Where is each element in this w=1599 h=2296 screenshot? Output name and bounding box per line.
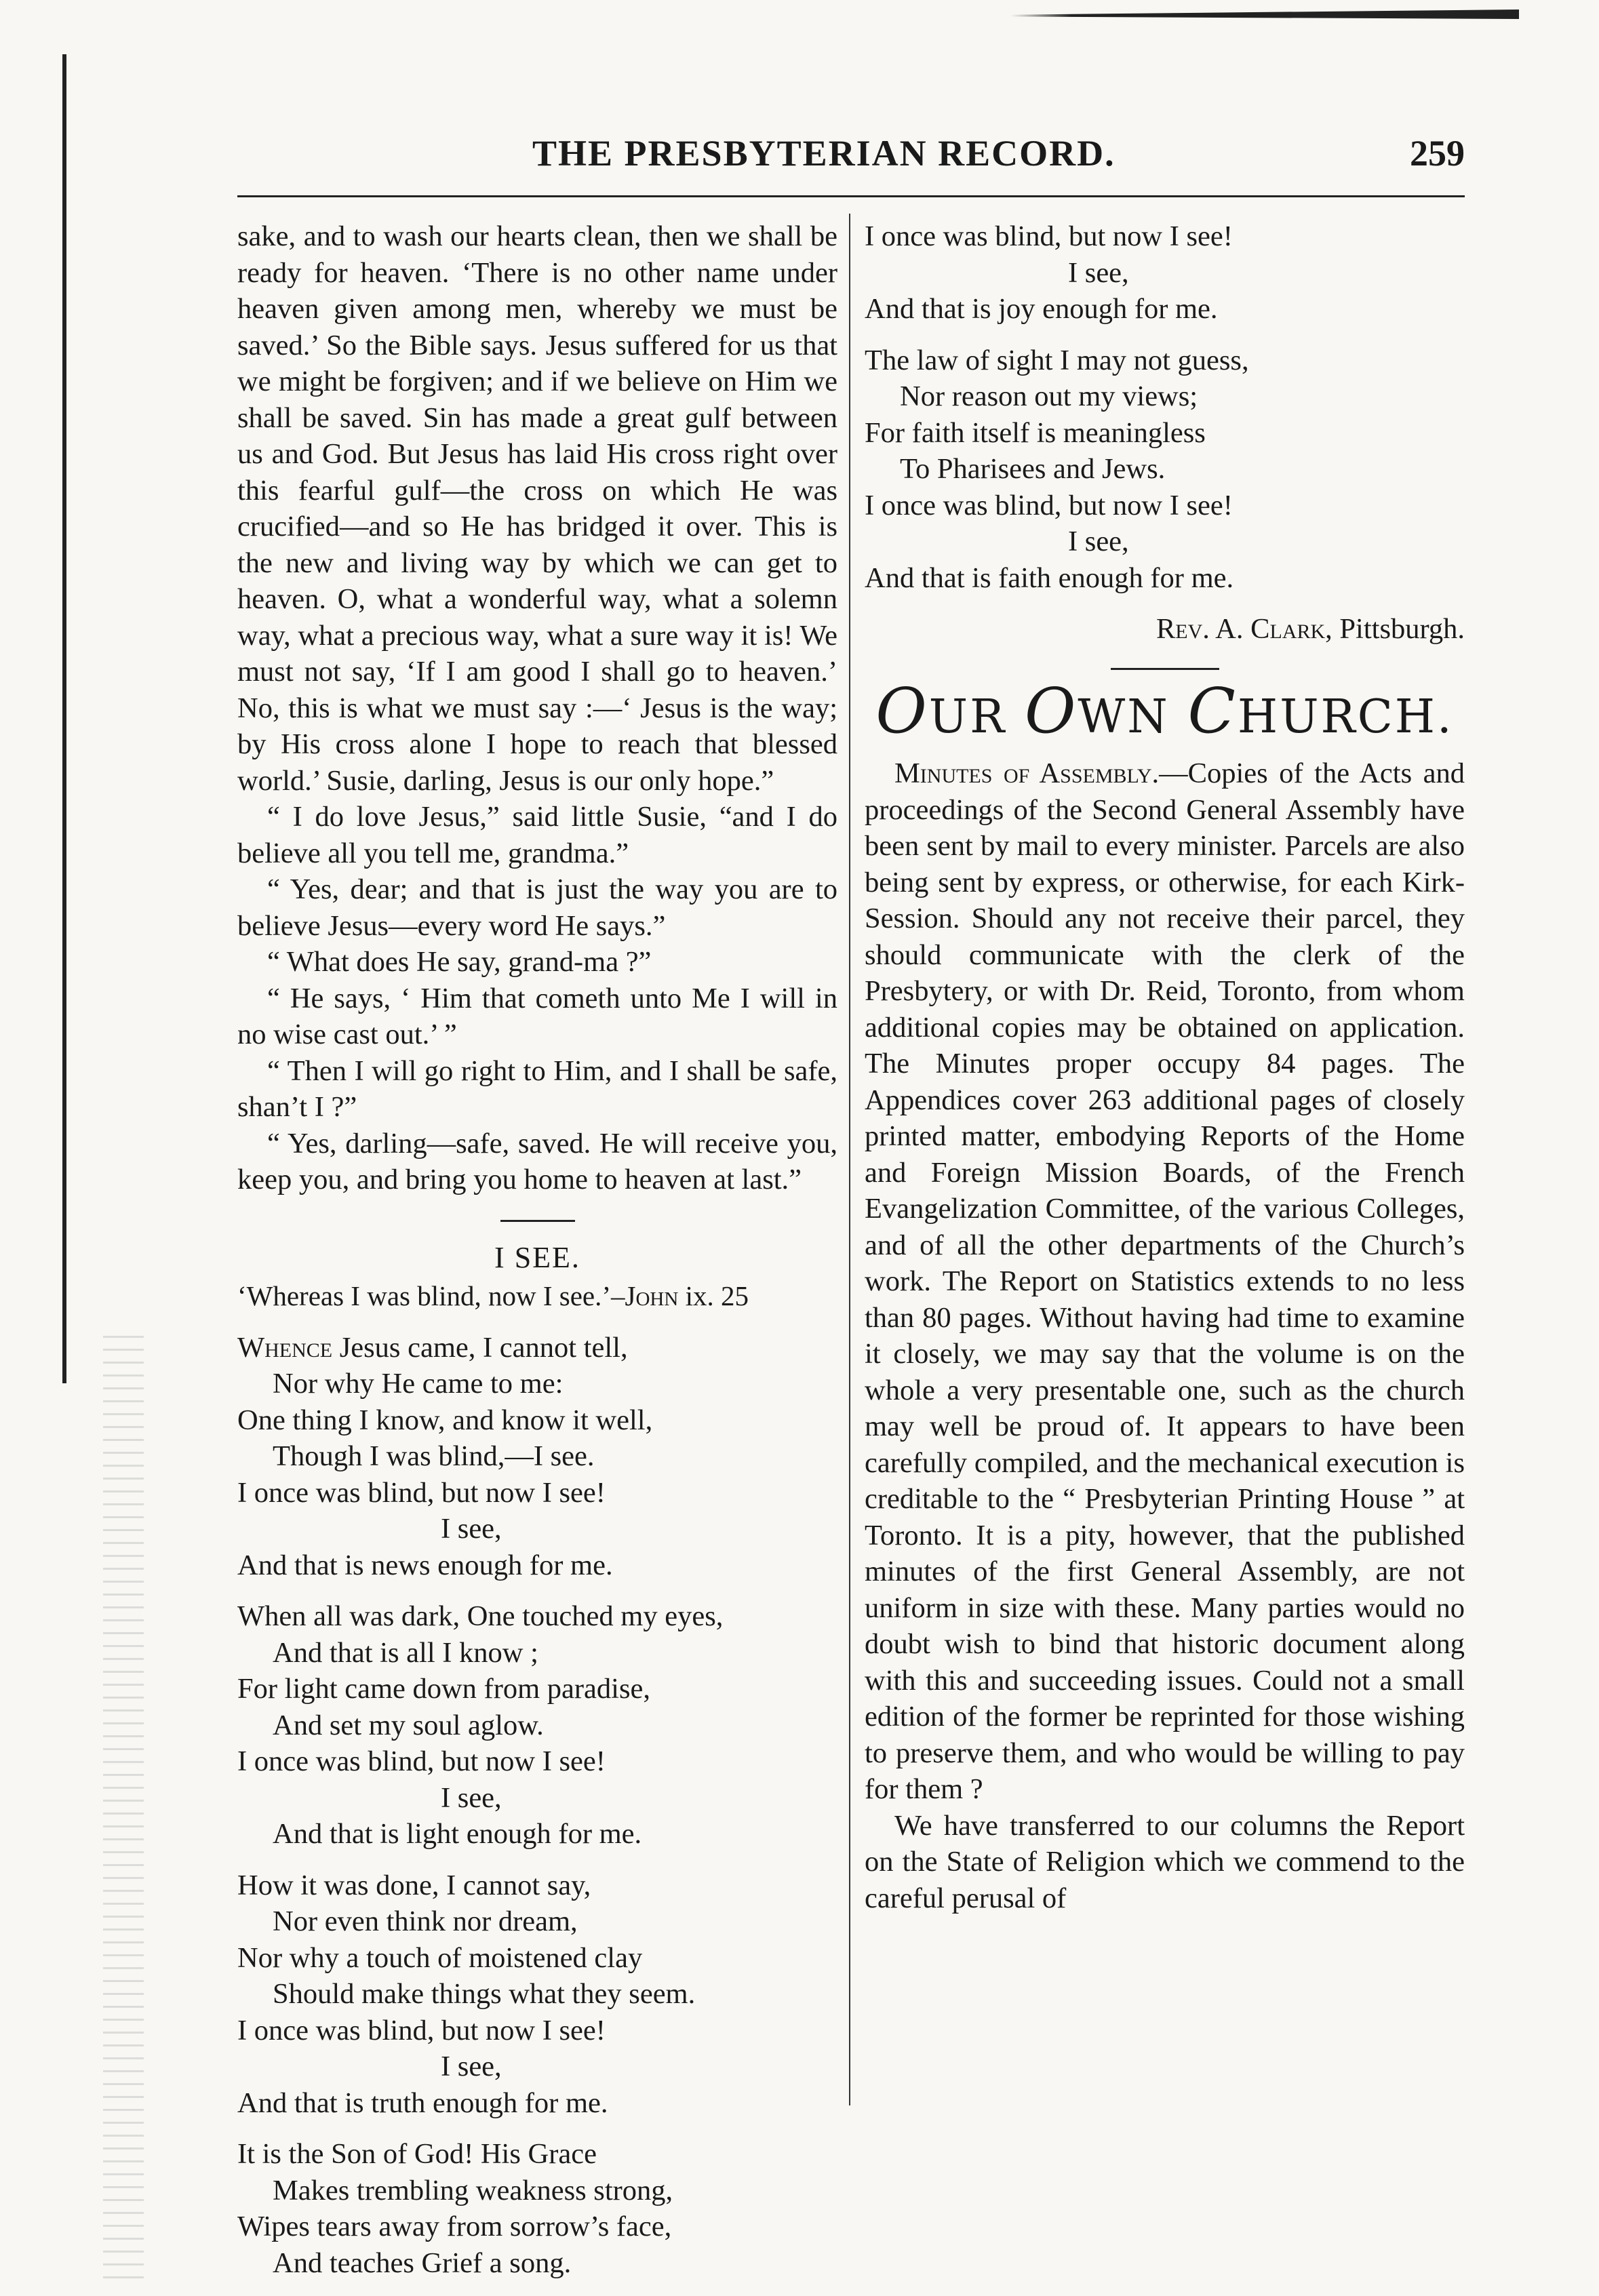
poem-line: I see,	[1068, 526, 1129, 557]
poem-line: I see,	[441, 1781, 502, 1814]
poem-line: How it was done, I cannot say,	[237, 1869, 591, 1901]
poem-line	[237, 1330, 837, 1366]
article-text: —Copies of the Acts and proceedings of the Second General Assembly have been sent by mail to every minister. Parcels are also being sent by express, or otherwise, for each Kirk-Session. Should any not receive their parcel, they should communicate with the clerk of the Presbytery, or with Dr. Reid, Toronto, from whom additional copies may be obtained on application. The Minutes proper occupy 84 pages. The Appendices cover 263 additional pages of closely printed matter, embodying Reports of the Home and Foreign Mission Boards, of the French Evangelization Committee, of the various Colleges, and of all the other departments of the Church’s work. The Report on Statistics extends to no less than 80 pages. Without having had time to examine it closely, we may say that the volume is on the whole a very presentable one, such as the church may well be proud of. It appears to have been carefully compiled, and the mechanical execution is creditable to the “ Presbyterian Printing House ” at Toronto. It is a pity, however, that the published minutes of the first General Assembly, are not uniform in size with these. Many parties would no doubt wish to bind that historic document along with this and succeeding issues. Could not a small edition of the former be reprinted for those wishing to preserve them, and who would be willing to pay for them ?	[865, 757, 1465, 1805]
left-column	[237, 218, 837, 2296]
story-paragraph: “ Yes, dear; and that is just the way you are to believe Jesus—every word He says.”	[237, 873, 837, 942]
column-divider	[849, 214, 850, 2105]
poem-line: Wipes tears away from sorrow’s face,	[237, 2211, 672, 2242]
article-paragraph	[865, 755, 1465, 1808]
signature-place: Pittsburgh.	[1332, 613, 1465, 645]
poem-stanza	[865, 218, 1465, 328]
binding-edge	[42, 47, 144, 2272]
poem-line: Should make things what they seem.	[273, 1978, 696, 2010]
poem-line: And that is joy enough for me.	[865, 293, 1218, 325]
story-paragraph: “ Then I will go right to Him, and I shall be safe, shan’t I ?”	[237, 1054, 837, 1123]
header-rule	[237, 195, 1465, 197]
poem-line: I once was blind, but now I see!	[237, 1476, 606, 1509]
epigraph-reference: ix. 25	[678, 1280, 749, 1311]
epigraph-text: ‘Whereas I was blind, now I see.’–	[237, 1280, 625, 1311]
poem-stanza	[237, 1330, 837, 1584]
story-paragraph: “ He says, ‘ Him that cometh unto Me I will in no wise cast out.’ ”	[237, 982, 837, 1050]
poem-stanza	[237, 2136, 837, 2281]
story-paragraph: “ I do love Jesus,” said little Susie, “and I do believe all you tell me, grandma.”	[237, 801, 837, 869]
poem-line: Nor why He came to me:	[273, 1368, 564, 1400]
poem-line: I see,	[441, 1513, 502, 1545]
poem-line: Nor why a touch of moistened clay	[237, 1941, 643, 1974]
poem-stanza	[237, 1598, 837, 1853]
poem-line: One thing I know, and know it well,	[237, 1404, 653, 1436]
poem-title: I SEE.	[494, 1240, 580, 1274]
top-ornamental-rule	[1010, 9, 1519, 19]
section-title-word: HURCH.	[1237, 690, 1454, 744]
section-title-word: UR	[928, 690, 1007, 744]
right-column	[865, 218, 1465, 1916]
poem-line: And teaches Grief a song.	[273, 2246, 572, 2279]
poem-line: Nor reason out my views;	[900, 380, 1198, 412]
section-title-initial: C	[1187, 674, 1238, 747]
poem-line: When all was dark, One touched my eyes,	[237, 1600, 724, 1632]
story-paragraph: “ What does He say, grand-ma ?”	[267, 946, 652, 978]
poem-line: And that is faith enough for me.	[865, 561, 1234, 594]
poem-line: I see,	[441, 2051, 502, 2082]
poem-line: And set my soul aglow.	[273, 1709, 544, 1741]
poem-line: I see,	[1068, 256, 1129, 289]
poem-line: For light came down from paradise,	[237, 1673, 651, 1705]
poem-stanza	[865, 342, 1465, 597]
story-paragraph: “ Yes, darling—safe, saved. He will receive you, keep you, and bring you home to heaven at last.”	[237, 1127, 837, 1195]
poem-line: And that is all I know ;	[273, 1636, 538, 1669]
section-title	[865, 674, 1465, 747]
poem-line: I once was blind, but now I see!	[237, 2014, 606, 2046]
running-title: THE PRESBYTERIAN RECORD.	[532, 133, 1116, 174]
section-title-initial: O	[1024, 674, 1078, 747]
section-separator	[500, 1220, 575, 1222]
epigraph-source: John	[625, 1280, 679, 1311]
poem-line: The law of sight I may not guess,	[865, 344, 1249, 376]
section-separator	[1111, 668, 1219, 670]
poem-signature	[865, 611, 1465, 648]
section-title-word: WN	[1078, 690, 1170, 744]
first-word: Whence	[237, 1331, 333, 1364]
poem-line: It is the Son of God! His Grace	[237, 2138, 597, 2170]
poem-line: I once was blind, but now I see!	[865, 489, 1233, 521]
poem-line: And that is truth enough for me.	[237, 2086, 608, 2119]
section-title-initial: O	[875, 674, 929, 747]
story-paragraph: sake, and to wash our hearts clean, then we shall be ready for heaven. ‘There is no other name under heaven given among men, whereby we must be saved.’ So the Bible says. Jesus suffered for us that we might be forgiven; and if we believe on Him we shall be saved. Sin has made a great gulf between us and God. But Jesus has laid His cross right over this fearful gulf—the cross on which He was crucified—and so He has bridged it over. This is the new and living way by which we can get to heaven. O, what a wonderful way, what a solemn way, what a precious way, what a sure way it is! We must not say, ‘If I am good I shall go to heaven.’ No, this is what we must say :—‘ Jesus is the way; by His cross alone I hope to reach that blessed world.’ Susie, darling, Jesus is our only hope.”	[237, 220, 837, 797]
run-in-heading: Minutes of Assembly.	[894, 757, 1160, 789]
poem-line: And that is news enough for me.	[237, 1549, 613, 1581]
poem-line-text: Jesus came, I cannot tell,	[332, 1331, 628, 1364]
poem-stanza	[237, 1867, 837, 2122]
poem-line: Though I was blind,—I see.	[273, 1440, 595, 1472]
poem-line: And that is light enough for me.	[273, 1818, 642, 1850]
page-number: 259	[1410, 133, 1465, 174]
poem-line: To Pharisees and Jews.	[900, 453, 1166, 485]
article-paragraph: We have transferred to our columns the Report on the State of Religion which we commend to the careful perusal of	[865, 1809, 1465, 1914]
running-header	[237, 132, 1465, 180]
poem-line: I once was blind, but now I see!	[865, 220, 1233, 252]
poem-line: I once was blind, but now I see!	[237, 1745, 606, 1777]
signature-name: Rev. A. Clark,	[1156, 613, 1332, 645]
poem-epigraph	[237, 1278, 837, 1315]
binding-speckle	[103, 1336, 144, 2285]
poem-line: Nor even think nor dream,	[273, 1905, 578, 1937]
poem-line: Makes trembling weakness strong,	[273, 2174, 673, 2206]
binding-line	[62, 54, 66, 1383]
poem-line: For faith itself is meaningless	[865, 416, 1206, 449]
